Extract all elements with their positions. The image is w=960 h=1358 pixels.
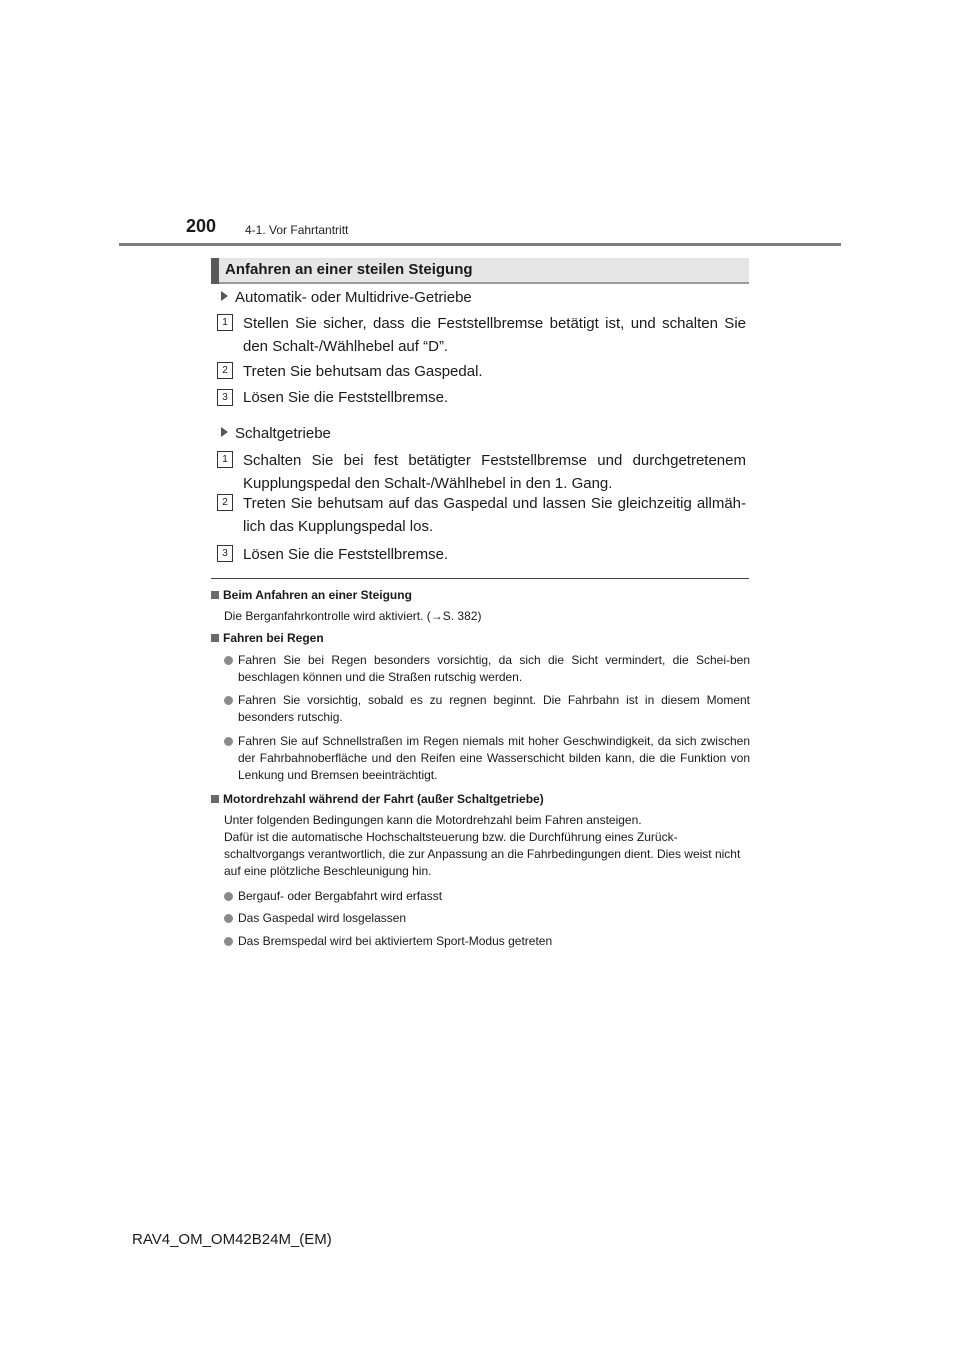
step-number: 3	[217, 545, 233, 562]
triangle-bullet-icon	[221, 291, 228, 301]
list-item: Fahren Sie bei Regen besonders vorsichtig, da sich die Sicht vermindert, die Schei-ben beschlagen können und die Straßen rutschig werden.	[224, 652, 750, 686]
note-text-incline: Die Berganfahrkontrolle wird aktiviert. (→S. 382)	[224, 609, 482, 623]
list-item: Fahren Sie auf Schnellstraßen im Regen niemals mit hoher Geschwindigkeit, da sich zwischen der Fahrbahnoberfläche und den Reifen eine Wasserschicht bilden kann, die die Funktion von Lenkung und Bremsen beeinträchtigt.	[224, 733, 750, 784]
step-text: Treten Sie behutsam das Gaspedal.	[243, 363, 483, 380]
step-text: Stellen Sie sicher, dass die Feststellbremse betätigt ist, und schalten Sie den Schalt-/Wählhebel auf “D”.	[243, 315, 746, 355]
step-number: 1	[217, 314, 233, 331]
note-text-rpm-2: Dafür ist die automatische Hochschaltsteuerung bzw. die Durchführung eines Zurück-schaltvorgangs verantwortlich, die zur Anpassung an die Fahrbedingungen dient. Dies weist nicht auf eine plötzliche Beschleunigung hin.	[224, 830, 741, 878]
section-heading	[211, 258, 749, 284]
list-item: Fahren Sie vorsichtig, sobald es zu regnen beginnt. Die Fahrbahn ist in diesem Moment besonders rutschig.	[224, 692, 750, 726]
step-number: 3	[217, 389, 233, 406]
note-heading-incline: Beim Anfahren an einer Steigung	[211, 588, 412, 602]
separator-rule	[211, 578, 749, 579]
bullet-dot-icon	[224, 914, 233, 923]
automatic-subheading: Automatik- oder Multidrive-Getriebe	[221, 289, 472, 306]
note-text-rpm-1: Unter folgenden Bedingungen kann die Motordrehzahl beim Fahren ansteigen.	[224, 813, 642, 827]
note-heading-rain: Fahren bei Regen	[211, 631, 324, 645]
step-number: 2	[217, 494, 233, 511]
square-bullet-icon	[211, 795, 219, 803]
step-number: 2	[217, 362, 233, 379]
list-item: Bergauf- oder Bergabfahrt wird erfasst	[224, 888, 750, 905]
manual-subheading: Schaltgetriebe	[221, 425, 331, 442]
triangle-bullet-icon	[221, 427, 228, 437]
bullet-dot-icon	[224, 737, 233, 746]
square-bullet-icon	[211, 634, 219, 642]
step-number: 1	[217, 451, 233, 468]
note-heading-rpm: Motordrehzahl während der Fahrt (außer Schaltgetriebe)	[211, 792, 544, 806]
step-text: Treten Sie behutsam auf das Gaspedal und lassen Sie gleichzeitig allmäh-lich das Kupplungspedal los.	[243, 495, 746, 535]
heading-marker	[211, 258, 219, 284]
section-heading-title: Anfahren an einer steilen Steigung	[225, 261, 473, 278]
square-bullet-icon	[211, 591, 219, 599]
list-item: Das Bremspedal wird bei aktiviertem Sport-Modus getreten	[224, 933, 750, 950]
step-text: Schalten Sie bei fest betätigter Feststellbremse und durchgetretenem Kupplungspedal den Schalt-/Wählhebel in den 1. Gang.	[243, 452, 746, 492]
bullet-dot-icon	[224, 656, 233, 665]
header-rule	[119, 243, 841, 246]
page-number: 200	[186, 216, 217, 236]
footer-document-code: RAV4_OM_OM42B24M_(EM)	[132, 1231, 332, 1248]
bullet-dot-icon	[224, 696, 233, 705]
bullet-dot-icon	[224, 892, 233, 901]
step-text: Lösen Sie die Feststellbremse.	[243, 389, 449, 406]
bullet-dot-icon	[224, 937, 233, 946]
section-label: 4-1. Vor Fahrtantritt	[245, 223, 349, 237]
step-text: Lösen Sie die Feststellbremse.	[243, 546, 449, 563]
list-item: Das Gaspedal wird losgelassen	[224, 910, 750, 927]
